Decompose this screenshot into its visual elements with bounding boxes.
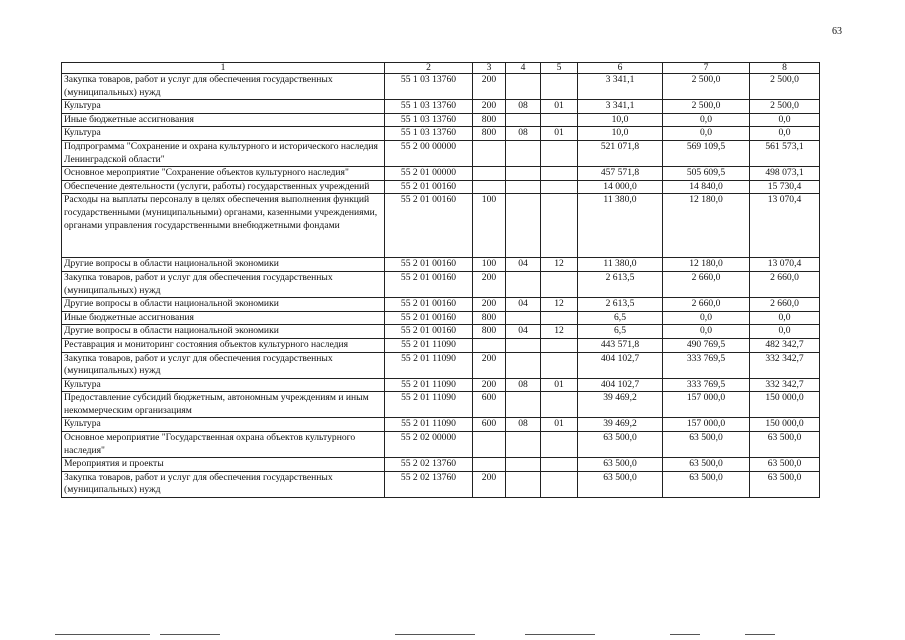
cell-value-col7: 14 840,0 [663,180,750,194]
cell-value-col6: 63 500,0 [578,458,663,472]
cell-section [506,271,541,297]
cell-expense-type [473,167,506,181]
cell-value-col6: 443 571,8 [578,338,663,352]
table-row [62,127,820,141]
cell-value-col6: 39 469,2 [578,392,663,418]
table-row [62,167,820,181]
footer-rule [525,634,595,635]
cell-section: 04 [506,298,541,312]
footer-rule [160,634,220,635]
table-row [62,418,820,432]
table-row [62,338,820,352]
cell-code: 55 2 01 00160 [385,194,473,258]
cell-value-col8: 2 660,0 [750,271,820,297]
cell-expense-type: 200 [473,352,506,378]
cell-name: Другие вопросы в области национальной экономики [62,325,385,339]
cell-section: 08 [506,418,541,432]
cell-section [506,167,541,181]
cell-subsection [541,271,578,297]
cell-value-col8: 2 660,0 [750,298,820,312]
page-number: 63 [832,26,842,37]
cell-value-col8: 0,0 [750,311,820,325]
cell-expense-type: 800 [473,311,506,325]
cell-code: 55 2 01 11090 [385,378,473,392]
footer-rule [55,634,150,635]
cell-value-col8: 13 070,4 [750,194,820,258]
cell-section [506,140,541,166]
cell-subsection: 12 [541,258,578,272]
cell-value-col7: 2 660,0 [663,298,750,312]
cell-name: Обеспечение деятельности (услуги, работы) государственных учреждений [62,180,385,194]
cell-subsection [541,167,578,181]
cell-expense-type: 600 [473,392,506,418]
cell-code: 55 2 01 00160 [385,311,473,325]
cell-code: 55 2 02 00000 [385,432,473,458]
cell-value-col8: 150 000,0 [750,418,820,432]
cell-subsection [541,432,578,458]
cell-expense-type: 200 [473,271,506,297]
cell-section: 08 [506,127,541,141]
cell-name: Закупка товаров, работ и услуг для обеспечения государственных (муниципальных) нужд [62,352,385,378]
cell-value-col6: 63 500,0 [578,471,663,497]
cell-value-col7: 0,0 [663,113,750,127]
cell-section [506,113,541,127]
cell-subsection [541,311,578,325]
cell-value-col7: 157 000,0 [663,392,750,418]
table-row [62,74,820,100]
cell-value-col6: 404 102,7 [578,378,663,392]
cell-subsection [541,113,578,127]
cell-value-col8: 332 342,7 [750,352,820,378]
cell-name: Другие вопросы в области национальной экономики [62,298,385,312]
footer-rule [745,634,775,635]
table-row [62,458,820,472]
cell-name: Культура [62,100,385,114]
cell-value-col6: 10,0 [578,127,663,141]
cell-value-col8: 0,0 [750,325,820,339]
cell-code: 55 2 00 00000 [385,140,473,166]
cell-section [506,338,541,352]
cell-value-col8: 63 500,0 [750,458,820,472]
cell-section [506,471,541,497]
table-row [62,392,820,418]
header-col-4: 4 [506,63,541,74]
cell-value-col7: 12 180,0 [663,194,750,258]
cell-value-col6: 39 469,2 [578,418,663,432]
cell-value-col7: 63 500,0 [663,432,750,458]
cell-value-col8: 0,0 [750,127,820,141]
cell-name: Подпрограмма "Сохранение и охрана культурного и исторического наследия Ленинградской области" [62,140,385,166]
table-row [62,140,820,166]
cell-value-col6: 14 000,0 [578,180,663,194]
cell-subsection [541,140,578,166]
cell-subsection [541,392,578,418]
cell-name: Иные бюджетные ассигнования [62,113,385,127]
cell-value-col7: 63 500,0 [663,471,750,497]
cell-value-col8: 482 342,7 [750,338,820,352]
cell-expense-type: 800 [473,127,506,141]
cell-value-col7: 2 500,0 [663,74,750,100]
cell-value-col6: 6,5 [578,311,663,325]
cell-expense-type [473,432,506,458]
cell-name: Культура [62,127,385,141]
cell-code: 55 2 01 00160 [385,298,473,312]
table-row [62,325,820,339]
cell-value-col6: 3 341,1 [578,74,663,100]
cell-section: 04 [506,325,541,339]
budget-table [61,62,820,498]
cell-value-col8: 150 000,0 [750,392,820,418]
cell-expense-type: 200 [473,378,506,392]
cell-section [506,458,541,472]
cell-code: 55 2 01 00000 [385,167,473,181]
cell-value-col7: 63 500,0 [663,458,750,472]
cell-value-col7: 505 609,5 [663,167,750,181]
cell-subsection: 01 [541,418,578,432]
cell-subsection: 01 [541,378,578,392]
cell-name: Основное мероприятие "Сохранение объектов культурного наследия" [62,167,385,181]
cell-name: Закупка товаров, работ и услуг для обеспечения государственных (муниципальных) нужд [62,471,385,497]
cell-name: Другие вопросы в области национальной экономики [62,258,385,272]
cell-expense-type: 200 [473,100,506,114]
cell-name: Предоставление субсидий бюджетным, автономным учреждениям и иным некоммерческим организациям [62,392,385,418]
cell-value-col8: 13 070,4 [750,258,820,272]
cell-value-col6: 2 613,5 [578,298,663,312]
cell-subsection [541,471,578,497]
header-col-1: 1 [62,63,385,74]
cell-value-col7: 569 109,5 [663,140,750,166]
cell-code: 55 2 01 11090 [385,392,473,418]
cell-name: Расходы на выплаты персоналу в целях обеспечения выполнения функций государственными (муниципальными) органами, казенными учреждениями, органами управления государственными внебюджетными фондами [62,194,385,258]
cell-value-col8: 498 073,1 [750,167,820,181]
cell-section: 08 [506,100,541,114]
table-row [62,258,820,272]
cell-expense-type [473,458,506,472]
cell-value-col7: 333 769,5 [663,378,750,392]
cell-value-col8: 0,0 [750,113,820,127]
table-row [62,180,820,194]
cell-section [506,74,541,100]
cell-expense-type: 600 [473,418,506,432]
cell-name: Мероприятия и проекты [62,458,385,472]
cell-subsection [541,180,578,194]
cell-value-col6: 521 071,8 [578,140,663,166]
cell-expense-type: 200 [473,298,506,312]
cell-expense-type: 800 [473,113,506,127]
cell-code: 55 2 02 13760 [385,458,473,472]
cell-value-col7: 333 769,5 [663,352,750,378]
cell-value-col8: 332 342,7 [750,378,820,392]
cell-expense-type [473,140,506,166]
cell-subsection [541,458,578,472]
cell-value-col7: 0,0 [663,325,750,339]
cell-subsection: 12 [541,325,578,339]
cell-name: Реставрация и мониторинг состояния объектов культурного наследия [62,338,385,352]
cell-expense-type: 100 [473,258,506,272]
header-col-7: 7 [663,63,750,74]
cell-value-col6: 3 341,1 [578,100,663,114]
cell-subsection [541,338,578,352]
cell-name: Закупка товаров, работ и услуг для обеспечения государственных (муниципальных) нужд [62,74,385,100]
cell-subsection: 01 [541,127,578,141]
cell-value-col6: 11 380,0 [578,194,663,258]
cell-section [506,194,541,258]
table-row [62,378,820,392]
cell-subsection: 12 [541,298,578,312]
cell-code: 55 1 03 13760 [385,100,473,114]
cell-code: 55 2 01 00160 [385,180,473,194]
cell-code: 55 1 03 13760 [385,74,473,100]
cell-value-col6: 2 613,5 [578,271,663,297]
cell-name: Основное мероприятие "Государственная охрана объектов культурного наследия" [62,432,385,458]
table-row [62,352,820,378]
cell-section [506,311,541,325]
header-col-2: 2 [385,63,473,74]
cell-value-col8: 561 573,1 [750,140,820,166]
footer-rule [670,634,700,635]
cell-value-col8: 63 500,0 [750,471,820,497]
cell-section: 08 [506,378,541,392]
cell-section [506,392,541,418]
cell-expense-type: 200 [473,74,506,100]
cell-code: 55 2 01 11090 [385,338,473,352]
cell-value-col7: 2 660,0 [663,271,750,297]
cell-expense-type [473,180,506,194]
table-row [62,311,820,325]
header-col-8: 8 [750,63,820,74]
cell-section [506,180,541,194]
cell-value-col7: 157 000,0 [663,418,750,432]
cell-code: 55 1 03 13760 [385,113,473,127]
cell-code: 55 1 03 13760 [385,127,473,141]
cell-code: 55 2 01 00160 [385,271,473,297]
table-row [62,100,820,114]
cell-value-col8: 15 730,4 [750,180,820,194]
cell-code: 55 2 01 00160 [385,325,473,339]
cell-value-col8: 2 500,0 [750,100,820,114]
cell-value-col6: 6,5 [578,325,663,339]
cell-code: 55 2 01 11090 [385,418,473,432]
cell-value-col7: 490 769,5 [663,338,750,352]
cell-section [506,432,541,458]
cell-value-col7: 0,0 [663,127,750,141]
cell-subsection [541,352,578,378]
cell-value-col6: 63 500,0 [578,432,663,458]
cell-section: 04 [506,258,541,272]
cell-value-col7: 0,0 [663,311,750,325]
cell-code: 55 2 02 13760 [385,471,473,497]
cell-value-col6: 11 380,0 [578,258,663,272]
cell-expense-type: 800 [473,325,506,339]
cell-expense-type: 200 [473,471,506,497]
cell-name: Закупка товаров, работ и услуг для обеспечения государственных (муниципальных) нужд [62,271,385,297]
cell-expense-type: 100 [473,194,506,258]
table-row [62,432,820,458]
cell-name: Иные бюджетные ассигнования [62,311,385,325]
cell-code: 55 2 01 00160 [385,258,473,272]
cell-value-col6: 404 102,7 [578,352,663,378]
cell-value-col6: 10,0 [578,113,663,127]
cell-subsection [541,74,578,100]
cell-name: Культура [62,418,385,432]
table-body [62,74,820,498]
cell-value-col8: 2 500,0 [750,74,820,100]
header-col-3: 3 [473,63,506,74]
cell-code: 55 2 01 11090 [385,352,473,378]
cell-subsection: 01 [541,100,578,114]
header-col-6: 6 [578,63,663,74]
table-row [62,194,820,258]
table-row [62,298,820,312]
header-col-5: 5 [541,63,578,74]
cell-value-col7: 12 180,0 [663,258,750,272]
cell-value-col8: 63 500,0 [750,432,820,458]
cell-value-col6: 457 571,8 [578,167,663,181]
table-row [62,271,820,297]
table-header-row [62,63,820,74]
table-row [62,471,820,497]
footer-rule [395,634,475,635]
cell-value-col7: 2 500,0 [663,100,750,114]
cell-subsection [541,194,578,258]
cell-expense-type [473,338,506,352]
cell-name: Культура [62,378,385,392]
cell-section [506,352,541,378]
table-row [62,113,820,127]
